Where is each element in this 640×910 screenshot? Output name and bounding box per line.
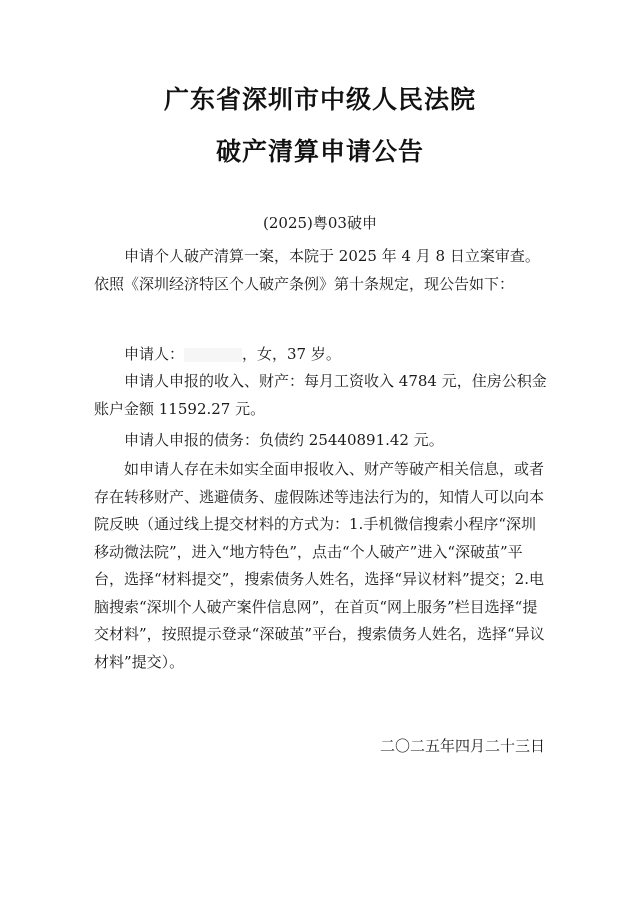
announcement-title: 破产清算申请公告 xyxy=(215,137,424,166)
redacted-applicant-name xyxy=(184,348,242,362)
case-number: (2025)粤03破申 xyxy=(263,214,377,232)
intro-paragraph: 申请个人破产清算一案，本院于 2025 年 4 月 8 日立案审查。依照《深圳经济特区个人破产条例》第十条规定，现公告如下： xyxy=(94,247,540,293)
announcement-date: 二〇二五年四月二十三日 xyxy=(379,737,545,755)
applicant-details: ，女，37 岁。 xyxy=(242,345,341,363)
income-paragraph: 申请人申报的收入、财产：每月工资收入 4784 元，住房公积金账户金额 11592.27 元。 xyxy=(94,372,547,418)
court-name-title: 广东省深圳市中级人民法院 xyxy=(163,85,476,114)
instructions-paragraph: 如申请人存在未如实全面申报收入、财产等破产相关信息，或者存在转移财产、逃避债务、虚假陈述等违法行为的，知情人可以向本院反映（通过线上提交材料的方式为：1.手机微信搜索小程序“深圳移动微法院”，进入“地方特色”，点击“个人破产”进入“深破茧”平台，选择“材料提交”，搜索债务人姓名，选择“异议材料”提交；2.电脑搜索“深圳个人破产案件信息网”，在首页“网上服务”栏目选择“提交材料”，按照提示登录“深破茧”平台，搜索债务人姓名，选择“异议材料”提交）。 xyxy=(94,460,545,671)
applicant-paragraph xyxy=(94,341,550,369)
debt-paragraph: 申请人申报的债务：负债约 25440891.42 元。 xyxy=(124,431,444,449)
applicant-label: 申请人： xyxy=(124,345,185,363)
